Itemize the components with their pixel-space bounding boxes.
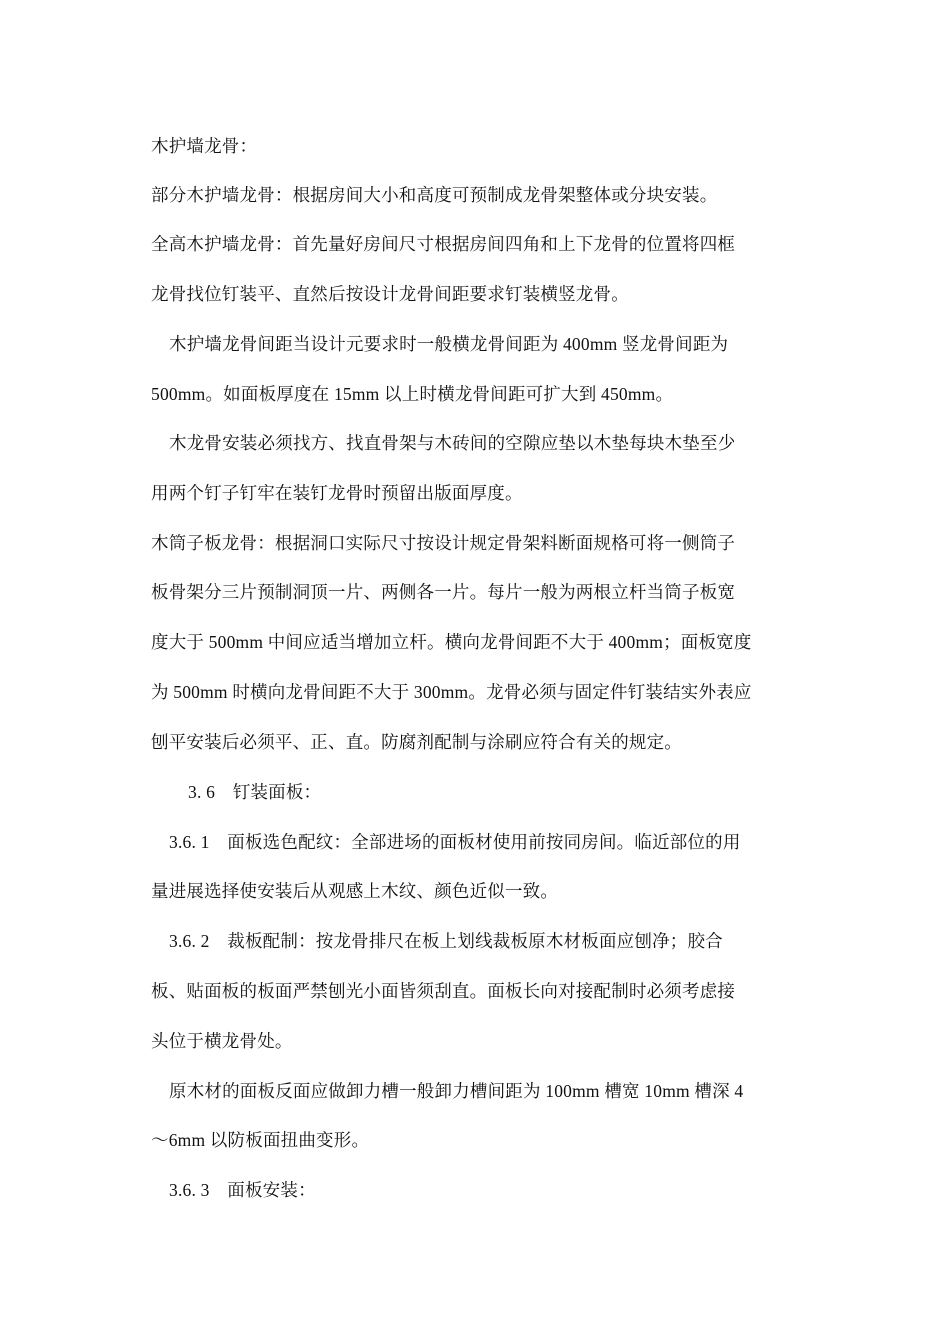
section-heading-3-6-1: 3.6. 1 面板选色配纹：全部进场的面板材使用前按同房间。临近部位的用 — [169, 832, 741, 852]
section-heading-3-6-3: 3.6. 3 面板安装： — [169, 1180, 316, 1200]
paragraph-line: 度大于 500mm 中间应适当增加立杆。横向龙骨间距不大于 400mm；面板宽度 — [151, 632, 752, 652]
paragraph-line: 用两个钉子钉牢在装钉龙骨时预留出版面厚度。 — [151, 483, 523, 503]
paragraph-line: 500mm。如面板厚度在 15mm 以上时横龙骨间距可扩大到 450mm。 — [151, 384, 674, 404]
heading-wood-wall-keel: 木护墙龙骨： — [151, 136, 258, 156]
paragraph-line: 木筒子板龙骨：根据洞口实际尺寸按设计规定骨架料断面规格可将一侧筒子 — [151, 533, 736, 553]
paragraph-line: 头位于横龙骨处。 — [151, 1031, 293, 1051]
paragraph-line: 部分木护墙龙骨：根据房间大小和高度可预制成龙骨架整体或分块安装。 — [151, 185, 718, 205]
paragraph-line: 全高木护墙龙骨：首先量好房间尺寸根据房间四角和上下龙骨的位置将四框 — [151, 234, 736, 254]
section-heading-3-6-2: 3.6. 2 裁板配制：按龙骨排尺在板上划线裁板原木材板面应刨净；胶合 — [169, 931, 723, 951]
paragraph-line: 龙骨找位钉装平、直然后按设计龙骨间距要求钉装横竖龙骨。 — [151, 284, 629, 304]
paragraph-line: 为 500mm 时横向龙骨间距不大于 300mm。龙骨必须与固定件钉装结实外表应 — [151, 682, 752, 702]
paragraph-line: 原木材的面板反面应做卸力槽一般卸力槽间距为 100mm 槽宽 10mm 槽深 4 — [169, 1081, 744, 1101]
paragraph-line: ～6mm 以防板面扭曲变形。 — [151, 1130, 370, 1150]
section-heading-3-6: 3. 6 钉装面板： — [188, 782, 322, 802]
paragraph-line: 刨平安装后必须平、正、直。防腐剂配制与涂刷应符合有关的规定。 — [151, 732, 682, 752]
paragraph-line: 木护墙龙骨间距当设计元要求时一般横龙骨间距为 400mm 竖龙骨间距为 — [169, 334, 729, 354]
paragraph-line: 量进展选择使安装后从观感上木纹、颜色近似一致。 — [151, 881, 559, 901]
paragraph-line: 板、贴面板的板面严禁刨光小面皆须刮直。面板长向对接配制时必须考虑接 — [151, 981, 736, 1001]
paragraph-line: 板骨架分三片预制洞顶一片、两侧各一片。每片一般为两根立杆当筒子板宽 — [151, 582, 736, 602]
paragraph-line: 木龙骨安装必须找方、找直骨架与木砖间的空隙应垫以木垫每块木垫至少 — [169, 433, 736, 453]
